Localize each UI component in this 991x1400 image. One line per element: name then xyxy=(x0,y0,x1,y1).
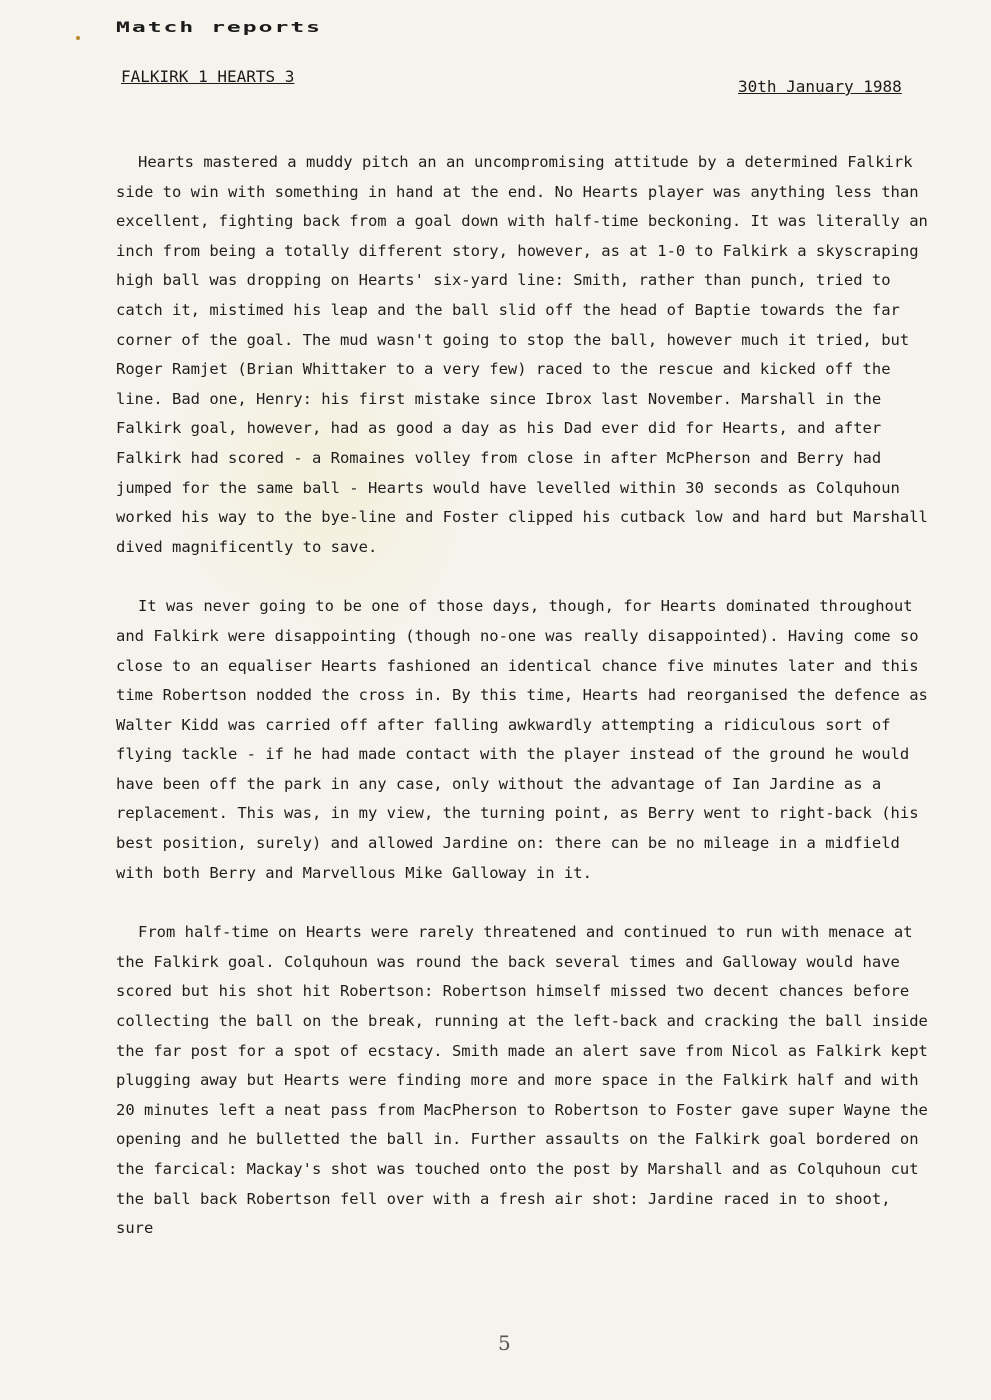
section-title: Match reports xyxy=(116,20,323,36)
article-paragraph-2: It was never going to be one of those days, though, for Hearts dominated throughout and Falkirk were disappointing (though no-one was really disappointed). Having come so close to an equaliser Hearts fashioned an identical chance five minutes later and this time Robertson nodded the cross in. By this time, Hearts had reorganised the defence as Walter Kidd was carried off after falling awkwardly attempting a ridiculous sort of flying tackle - if he had made contact with the player instead of the ground he would have been off the park in any case, only without the advantage of Ian Jardine as a replacement. This was, in my view, the turning point, as Berry went to right-back (his best position, surely) and allowed Jardine on: there can be no mileage in a midfield with both Berry and Marvellous Mike Galloway in it. xyxy=(116,597,928,882)
article-paragraph-3: From half-time on Hearts were rarely threatened and continued to run with menace at the Falkirk goal. Colquhoun was round the back several times and Galloway would have scored but his shot hit Robertson: Robertson himself missed two decent chances before collecting the ball on the break, running at the left-back and cracking the ball inside the far post for a spot of ecstacy. Smith made an alert save from Nicol as Falkirk kept plugging away but Hearts were finding more and more space in the Falkirk half and with 20 minutes left a neat pass from MacPherson to Robertson to Foster gave super Wayne the opening and he bulletted the ball in. Further assaults on the Falkirk goal bordered on the farcical: Mackay's shot was touched onto the post by Marshall and as Colquhoun cut the ball back Robertson fell over with a fresh air shot: Jardine raced in to shoot, sure xyxy=(116,923,928,1238)
match-heading: FALKIRK 1 HEARTS 3 xyxy=(121,67,295,86)
article-paragraph-1: Hearts mastered a muddy pitch an an uncompromising attitude by a determined Falkirk side to win with something in hand at the end. No Hearts player was anything less than excellent, fighting back from a goal down with half-time beckoning. It was literally an inch from being a totally different story, however, as at 1-0 to Falkirk a skyscraping high ball was dropping on Hearts' six-yard line: Smith, rather than punch, tried to catch it, mistimed his leap and the ball slid off the head of Baptie towards the far corner of the goal. The mud wasn't going to stop the ball, however much it tried, but Roger Ramjet (Brian Whittaker to a very few) raced to the rescue and kicked off the line. Bad one, Henry: his first mistake since Ibrox last November. Marshall in the Falkirk goal, however, had as good a day as his Dad ever did for Hearts, and after Falkirk had scored - a Romaines volley from close in after McPherson and Berry had jumped for the same ball - Hearts would have levelled within 30 seconds as Colquhoun worked his way to the bye-line and Foster clipped his cutback low and hard but Marshall dived magnificently to save. xyxy=(116,153,928,556)
page-number: 5 xyxy=(498,1331,511,1355)
article-body xyxy=(116,148,936,1244)
bullet-dot xyxy=(76,36,80,40)
match-date: 30th January 1988 xyxy=(738,77,902,96)
